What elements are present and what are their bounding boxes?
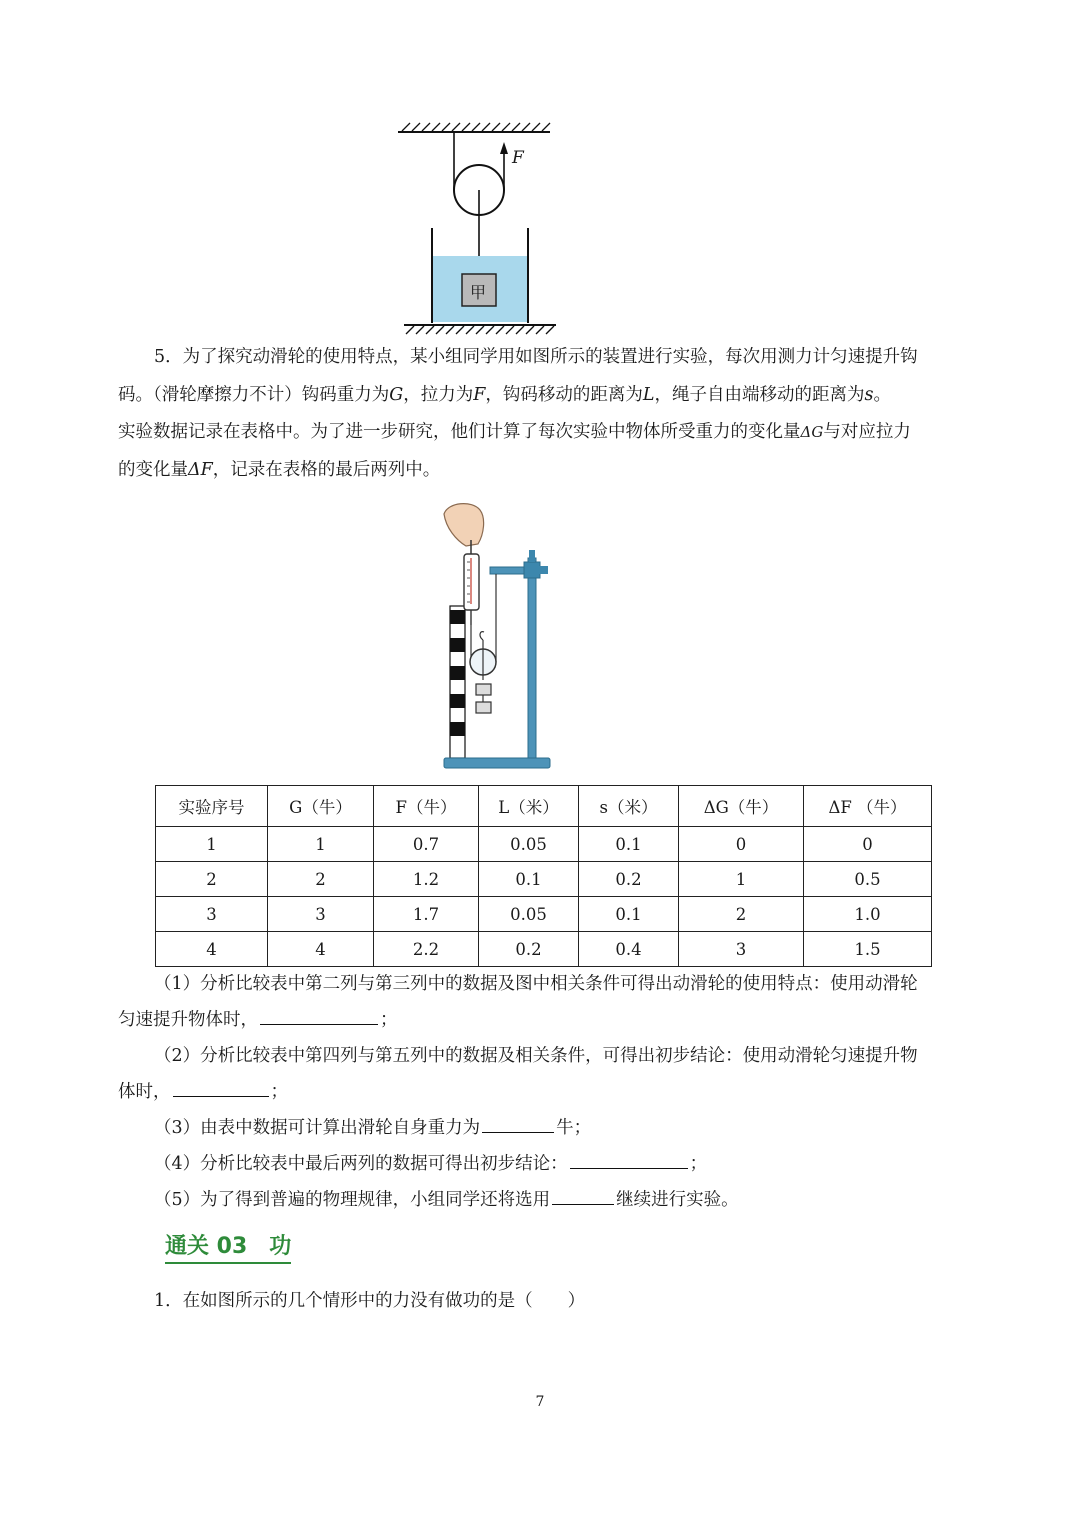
- table-cell: 0.5: [804, 862, 932, 897]
- section-heading: 通关 03 功: [165, 1232, 291, 1264]
- table-cell: 0.4: [579, 932, 679, 967]
- pulley-water-figure: [390, 118, 560, 340]
- table-cell: 3: [156, 897, 268, 932]
- table-cell: 0.1: [479, 862, 579, 897]
- table-cell: 3: [268, 897, 374, 932]
- header-cell: ΔF （牛）: [804, 786, 932, 827]
- table-cell: 1: [268, 827, 374, 862]
- table-cell: 1.7: [374, 897, 479, 932]
- table-cell: 0.05: [479, 897, 579, 932]
- header-cell: L（米）: [479, 786, 579, 827]
- header-cell: ΔG（牛）: [679, 786, 804, 827]
- table-cell: 0.05: [479, 827, 579, 862]
- header-cell: F（牛）: [374, 786, 479, 827]
- table-cell: 3: [679, 932, 804, 967]
- table-cell: 2: [156, 862, 268, 897]
- force-label: F: [512, 148, 524, 168]
- question-1: 1．在如图所示的几个情形中的力没有做功的是（ ）: [154, 1291, 586, 1311]
- table-cell: 1.2: [374, 862, 479, 897]
- block-label: 甲: [470, 283, 487, 302]
- table-cell: 4: [268, 932, 374, 967]
- question-number: 5．: [154, 347, 183, 367]
- table-cell: 2: [679, 897, 804, 932]
- table-header-row: [156, 786, 932, 827]
- subquestion-2: （2）分析比较表中第四列与第五列中的数据及相关条件，可得出初步结论：使用动滑轮匀速提升物 体时， ；: [118, 1046, 918, 1102]
- answer-blank[interactable]: [173, 1076, 269, 1097]
- table-row: [156, 827, 932, 862]
- subquestion-5: （5）为了得到普遍的物理规律，小组同学还将选用 继续进行实验。: [118, 1182, 978, 1218]
- table-cell: 2: [268, 862, 374, 897]
- header-cell: 实验序号: [156, 786, 268, 827]
- answer-blank[interactable]: [552, 1184, 614, 1205]
- answer-blank[interactable]: [260, 1004, 378, 1025]
- header-cell: s（米）: [579, 786, 679, 827]
- table-cell: 0.2: [579, 862, 679, 897]
- apparatus-figure: [438, 500, 558, 775]
- table-cell: 0.1: [579, 897, 679, 932]
- answer-blank[interactable]: [482, 1112, 554, 1133]
- table-cell: 1: [679, 862, 804, 897]
- table-row: [156, 862, 932, 897]
- table-cell: 1.0: [804, 897, 932, 932]
- subquestion-3: （3）由表中数据可计算出滑轮自身重力为 牛；: [118, 1110, 978, 1146]
- table-cell: 0: [679, 827, 804, 862]
- table-row: [156, 897, 932, 932]
- question-5: 5．为了探究动滑轮的使用特点，某小组同学用如图所示的装置进行实验，每次用测力计匀速提升钩 码。（滑轮摩擦力不计）钩码重力为G，拉力为F，钩码移动的距离为L，绳子自由端移动的距离为s。 实验数据记录在表格中。为了进一步研究，他们计算了每次实验中物体所受重力的变化量ΔG与对应拉力 的变化量ΔF，记录在表格的最后两列中。: [118, 347, 918, 480]
- hand-icon: [444, 504, 484, 546]
- table-cell: 0: [804, 827, 932, 862]
- subquestion-1: （1）分析比较表中第二列与第三列中的数据及图中相关条件可得出动滑轮的使用特点：使用动滑轮 匀速提升物体时， ；: [118, 974, 918, 1030]
- page-number: 7: [535, 1394, 545, 1410]
- table-cell: 0.2: [479, 932, 579, 967]
- table-cell: 0.1: [579, 827, 679, 862]
- table-row: [156, 932, 932, 967]
- table-cell: 0.7: [374, 827, 479, 862]
- answer-blank[interactable]: [570, 1148, 688, 1169]
- table-cell: 4: [156, 932, 268, 967]
- header-cell: G（牛）: [268, 786, 374, 827]
- table-cell: 1.5: [804, 932, 932, 967]
- table-cell: 2.2: [374, 932, 479, 967]
- subquestion-4: （4）分析比较表中最后两列的数据可得出初步结论： ；: [118, 1146, 978, 1182]
- table-cell: 1: [156, 827, 268, 862]
- data-table: [155, 785, 932, 967]
